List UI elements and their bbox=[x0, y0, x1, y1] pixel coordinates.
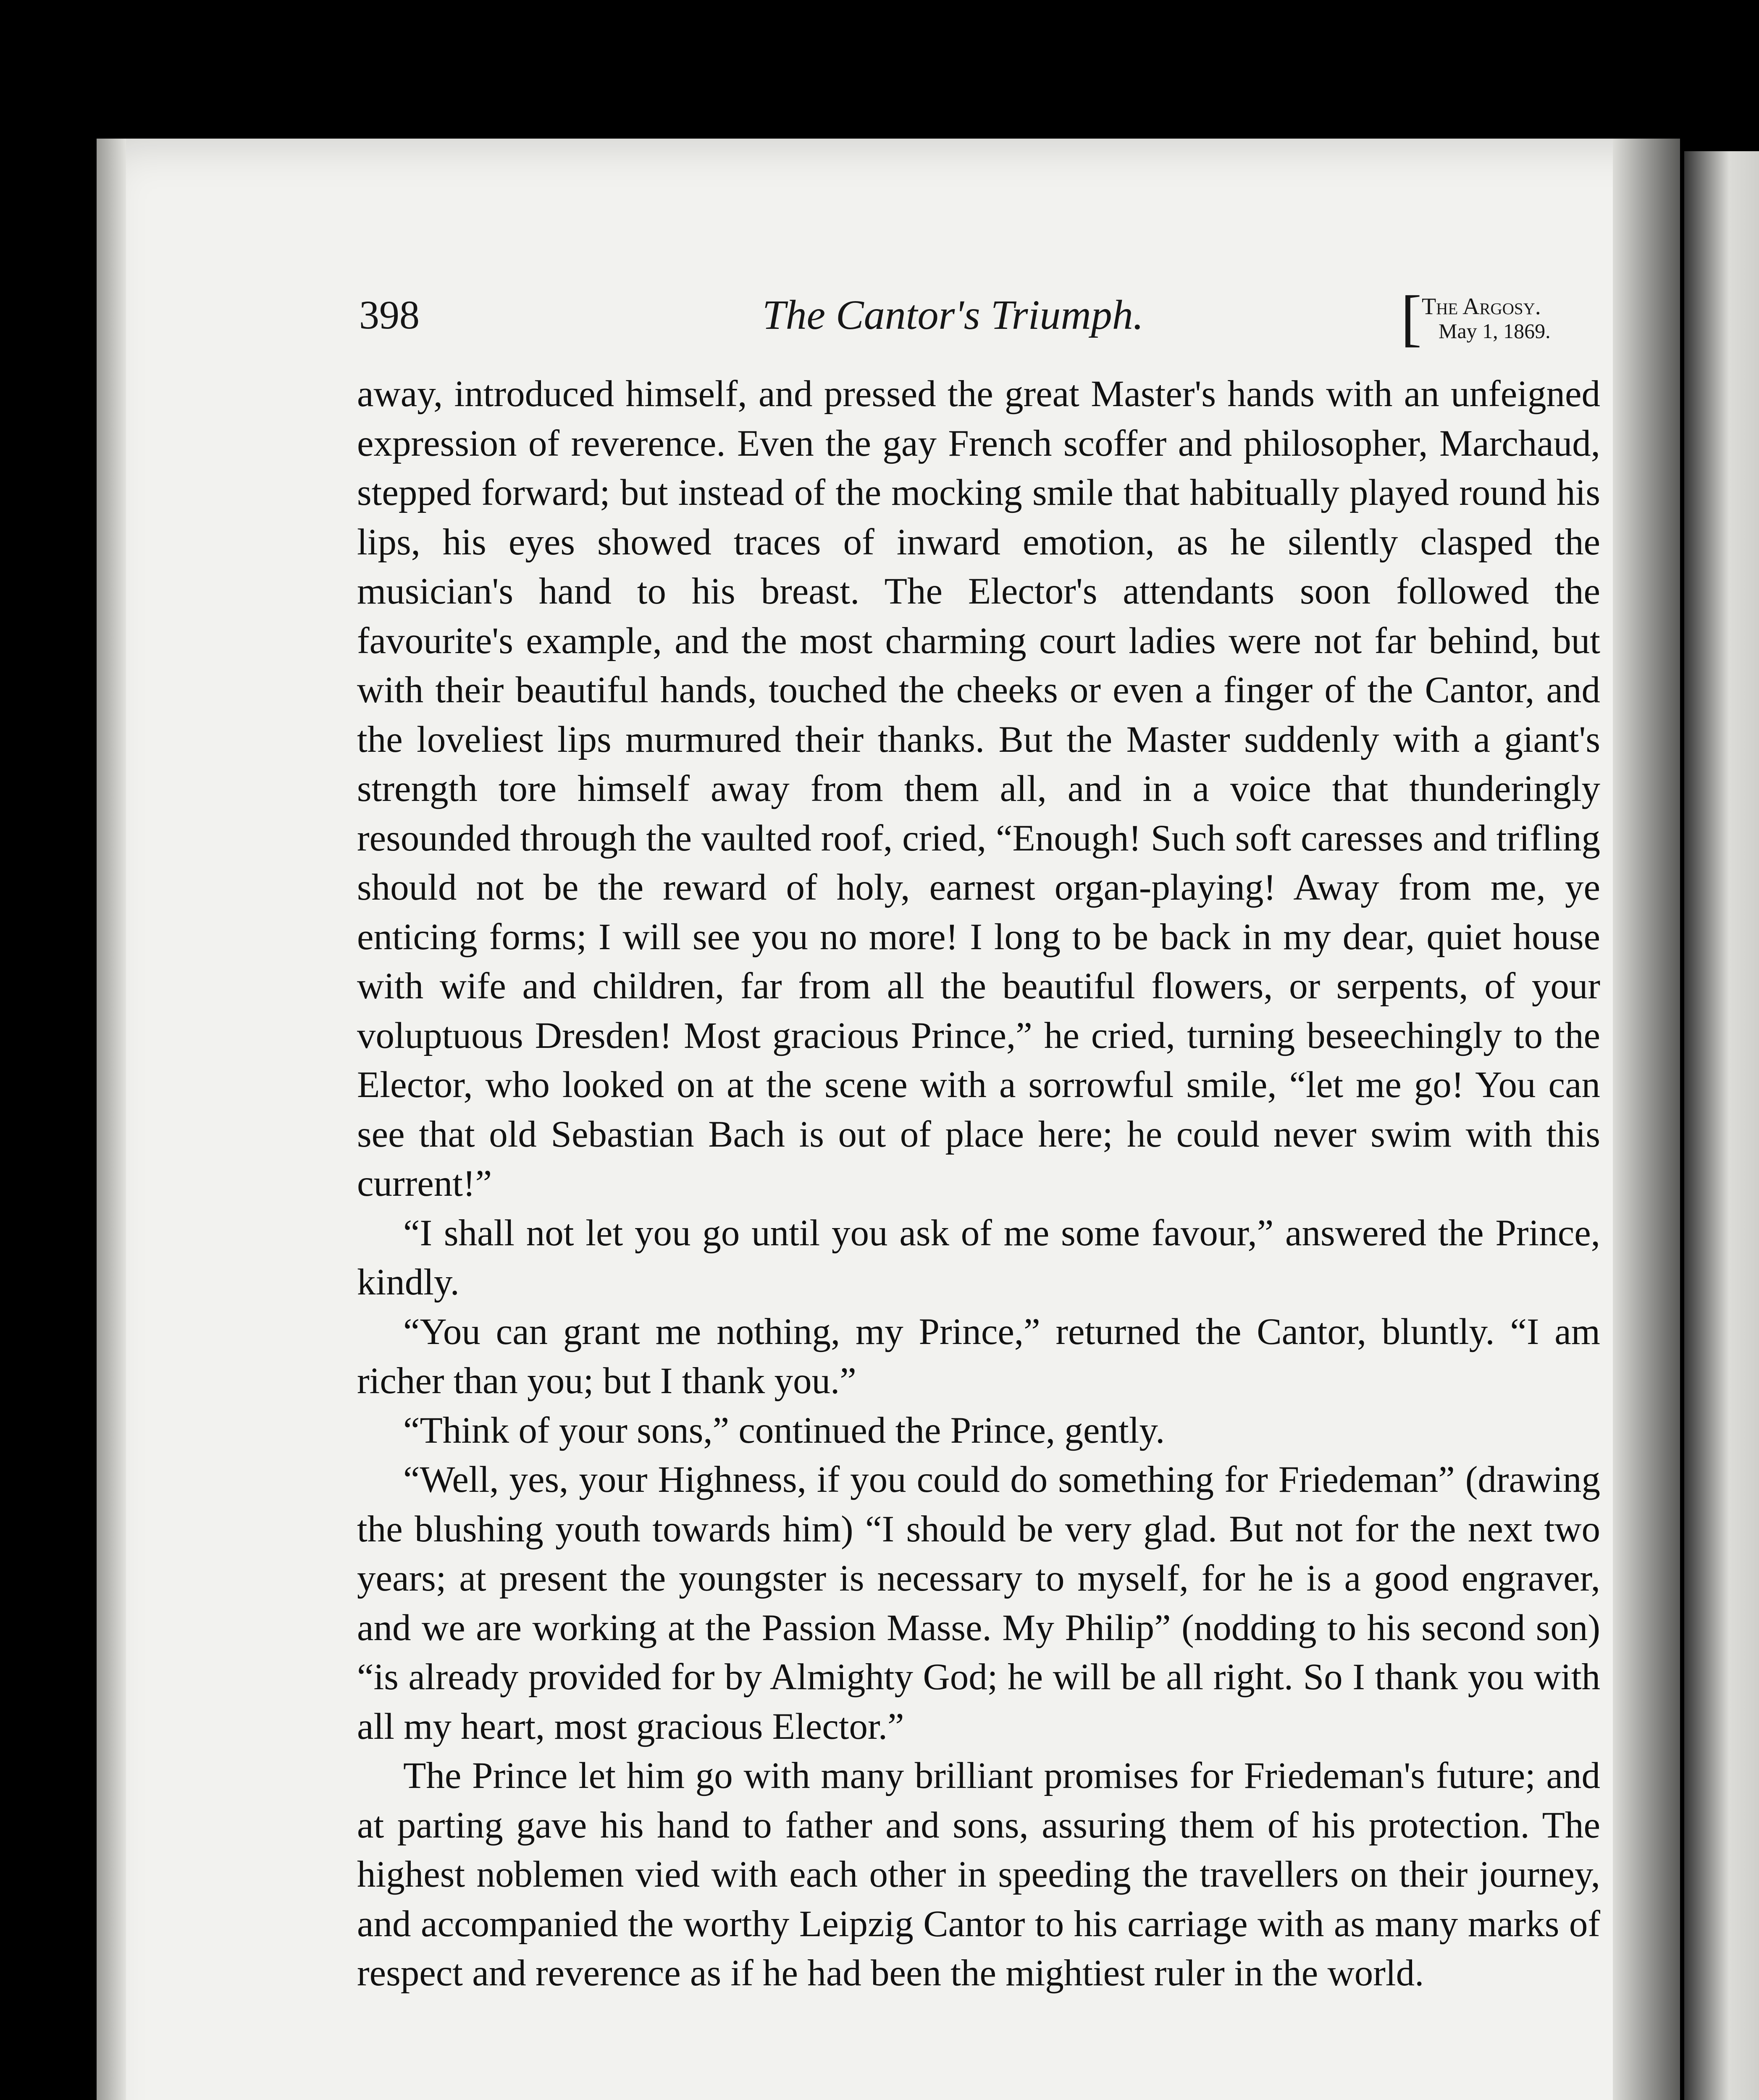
paragraph: “You can grant me nothing, my Prince,” returned the Cantor, bluntly. “I am richer than you; but I thank you.” bbox=[357, 1311, 1600, 1402]
paragraph: “I shall not let you go until you ask of me some favour,” answered the Prince, kindly. bbox=[357, 1212, 1600, 1303]
paragraph: “Think of your sons,” continued the Prince, gently. bbox=[403, 1410, 1165, 1451]
body-text bbox=[357, 370, 1600, 1998]
page-left-edge bbox=[97, 139, 126, 2100]
paragraph: The Prince let him go with many brilliant promises for Friedeman's future; and at parting gave his hand to father and sons, assuring them of his protection. The highest noblemen vied with each other in speeding the travellers on their journey, and accompanied the worthy Leipzig Cantor to his carriage with as many marks of respect and reverence as if he had been the mightiest ruler in the world. bbox=[357, 1755, 1600, 1994]
paragraph: “Well, yes, your Highness, if you could do something for Friedeman” (drawing the blushing youth towards him) “I should be very glad. But not for the next two years; at present the youngster is necessary to myself, for he is a good engraver, and we are working at the Passion Masse. My Philip” (nodding to his second son) “is already provided for by Almighty God; he will be all right. So I thank you with all my heart, most gracious Elector.” bbox=[357, 1459, 1600, 1747]
page-number: 398 bbox=[359, 292, 420, 337]
running-title: The Cantor's Triumph. bbox=[762, 291, 1144, 338]
publication-date: May 1, 1869. bbox=[1439, 319, 1551, 343]
header-bracket: [ bbox=[1401, 283, 1422, 353]
page-gutter bbox=[1613, 139, 1680, 2100]
publication-name: The Argosy. bbox=[1422, 294, 1541, 320]
running-header bbox=[359, 283, 1602, 357]
paragraph: away, introduced himself, and pressed the great Master's hands with an unfeigned expression of reverence. Even the gay French scoffer and philosopher, Marchaud, stepped forward; but instead of the mocking smile that habitually played round his lips, his eyes showed traces of inward emotion, as he silently clasped the musician's hand to his breast. The Elector's attendants soon followed the favourite's example, and the most charming court ladies were not far behind, but with their beautiful hands, touched the cheeks or even a finger of the Cantor, and the loveliest lips murmured their thanks. But the Master suddenly with a giant's strength tore himself away from them all, and in a voice that thunderingly resounded through the vaulted roof, cried, “Enough! Such soft caresses and trifling should not be the reward of holy, earnest organ-playing! Away from me, ye enticing forms; I will see you no more! I long to be back in my dear, quiet house with wife and children, far from all the beautiful flowers, or serpents, of your voluptuous Dresden! Most gracious Prince,” he cried, turning beseechingly to the Elector, who looked on at the scene with a sorrowful smile, “let me go! You can see that old Sebastian Bach is out of place here; he could never swim with this current!” bbox=[357, 373, 1600, 1204]
facing-page-edge bbox=[1684, 151, 1759, 2100]
